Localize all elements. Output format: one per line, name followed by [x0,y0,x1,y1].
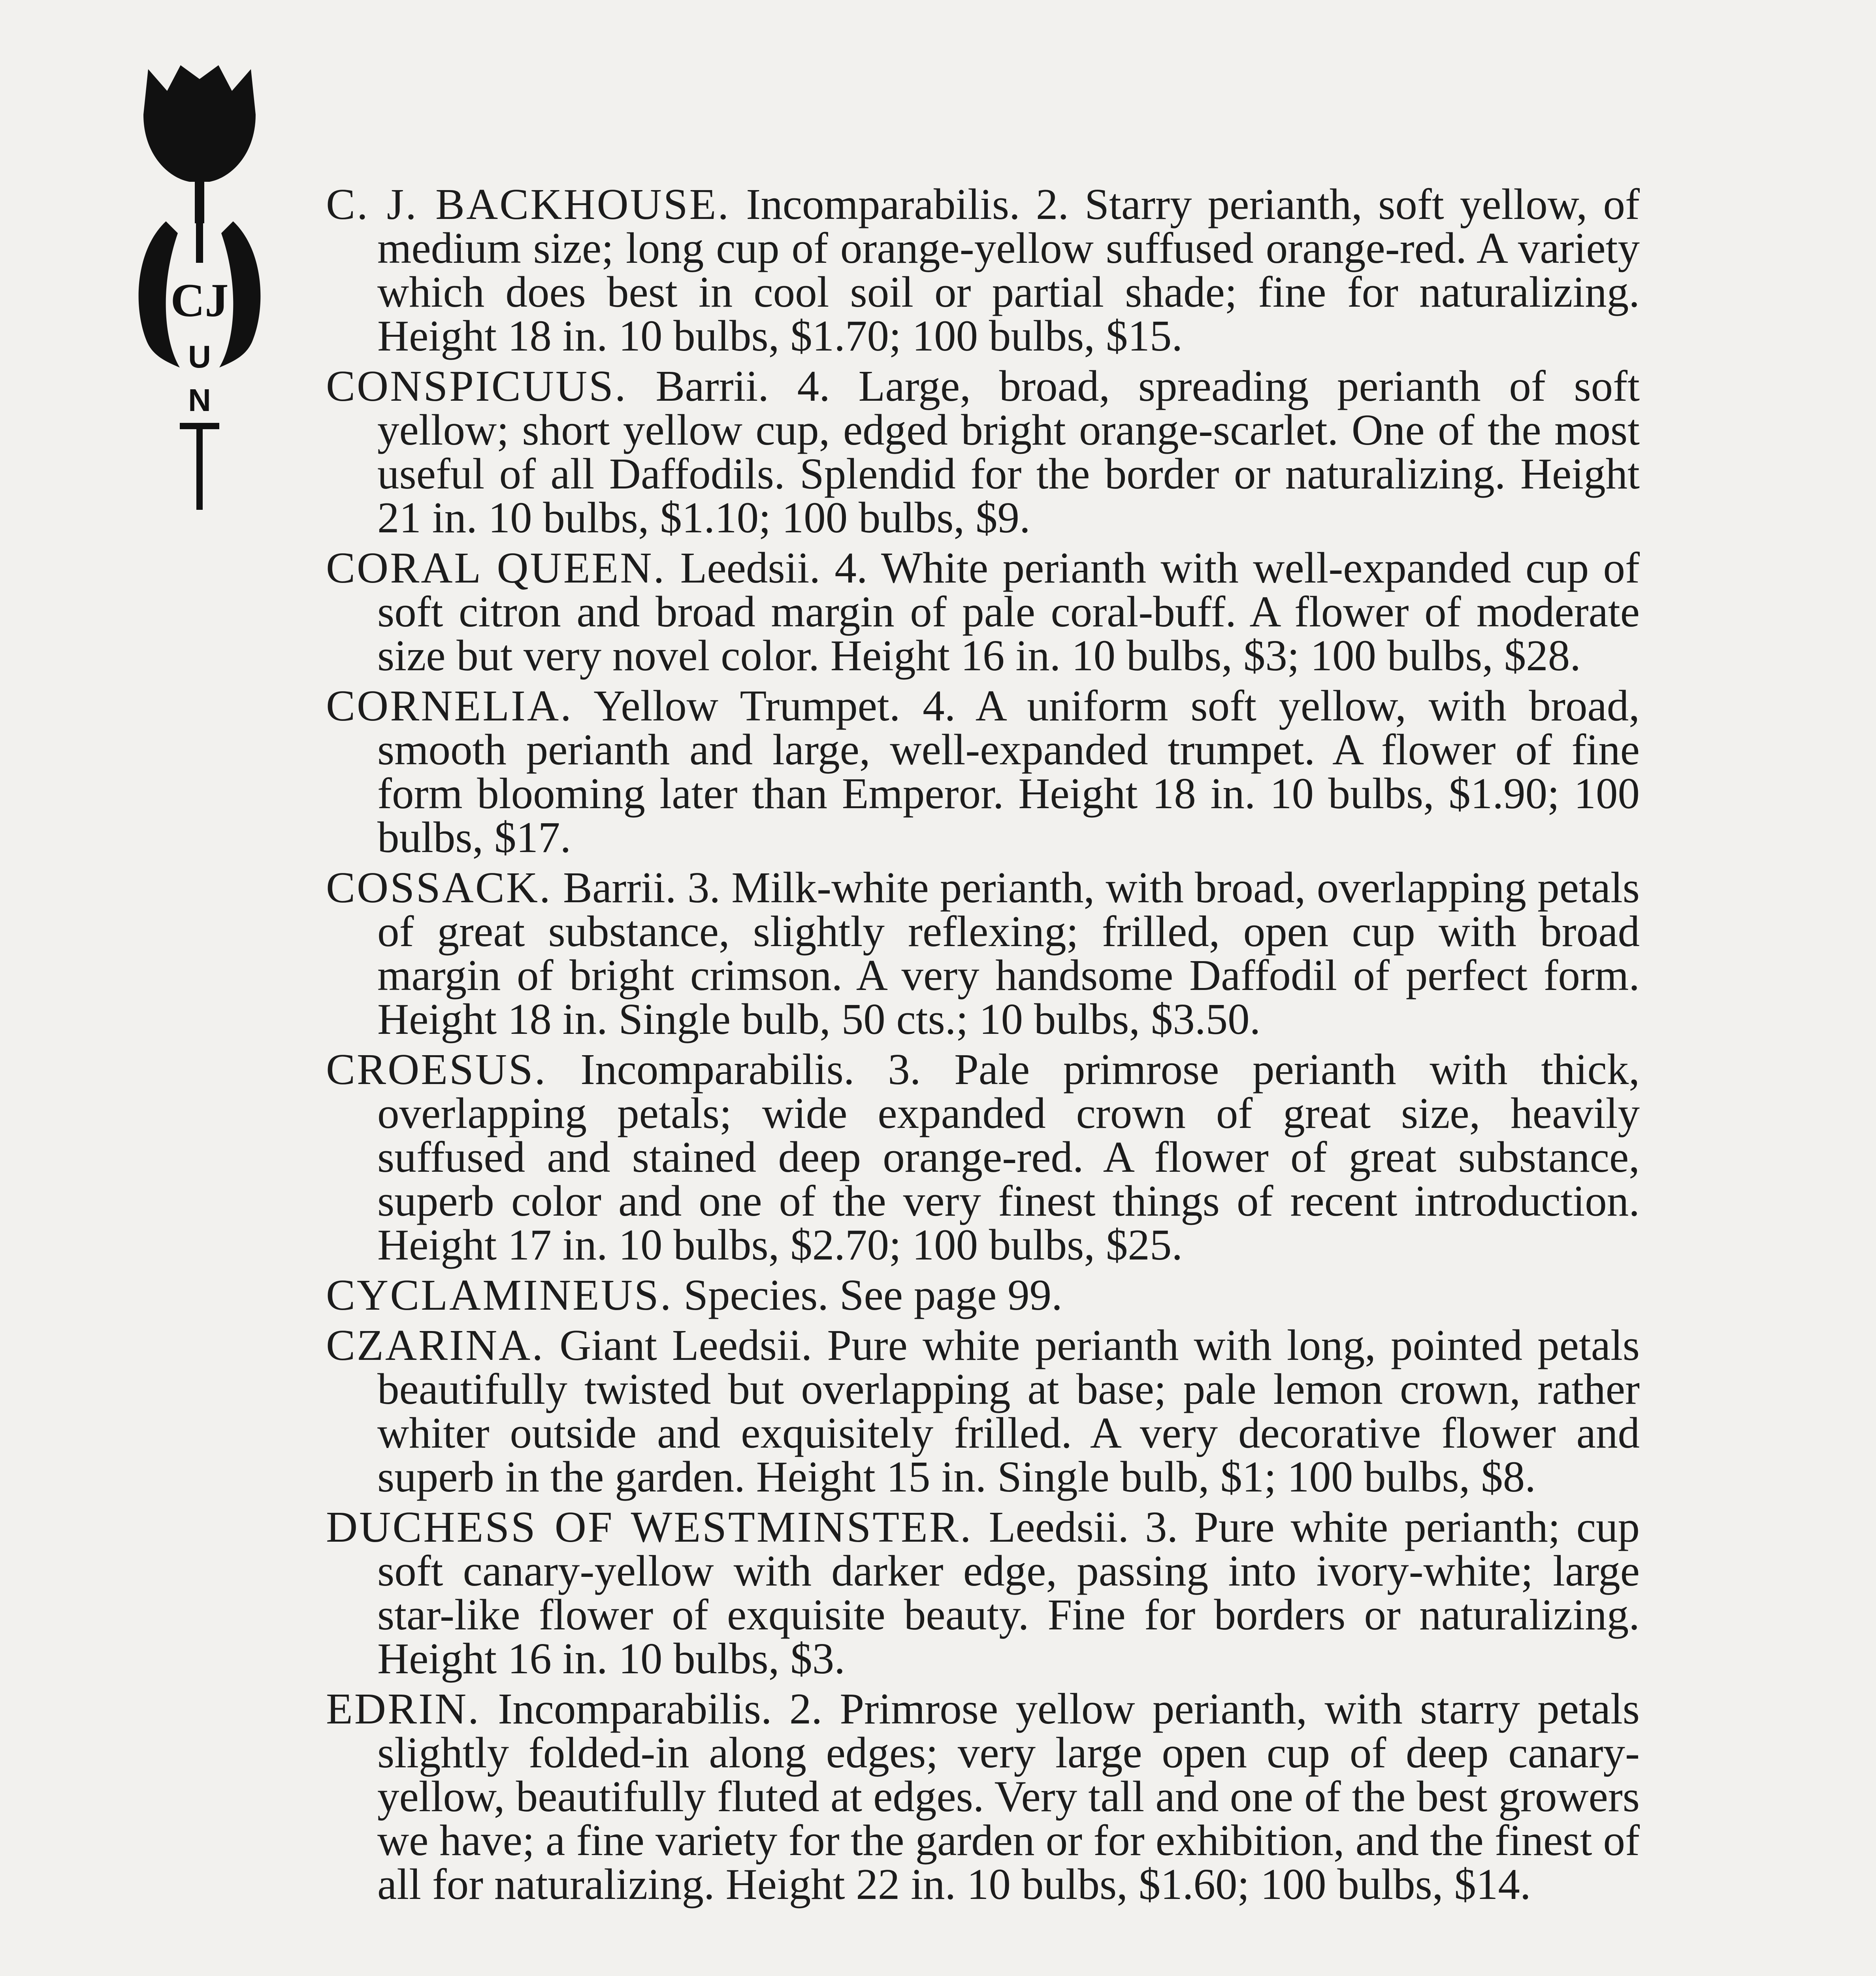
catalog-entry [326,1685,1640,1909]
variety-description: Leedsii. 3. Pure white perianth; cup soft canary-yellow with darker edge, passing into ivory-white; large star-like flower of exquisite beauty. Fine for borders or naturalizing. Height 16 in. 10 bulbs, $3. [377,1503,1640,1683]
catalog-entry [326,180,1640,360]
variety-description: Species. See page 99. [684,1271,1062,1320]
variety-name: CZARINA. [326,1321,545,1370]
variety-name: COSSACK. [326,864,552,912]
variety-description: Barrii. 4. Large, broad, spreading perianth of soft yellow; short yellow cup, edged bright orange-scarlet. One of the most useful of all Daffodils. Splendid for the border or naturalizing. Height 21 in. 10 bulbs, $1.10; 100 bulbs, $9. [377,362,1640,542]
variety-description: Leedsii. 4. White perianth with well-expanded cup of soft citron and broad margin of pale coral-buff. A flower of moderate size but very novel color. Height 16 in. 10 bulbs, $3; 100 bulbs, $28. [377,544,1640,680]
variety-description: Giant Leedsii. Pure white perianth with long, pointed petals beautifully twisted but overlapping at base; pale lemon crown, rather whiter outside and exquisitely frilled. A very decorative flower and superb in the garden. Height 15 in. Single bulb, $1; 100 bulbs, $8. [377,1321,1640,1501]
variety-description: Incomparabilis. 3. Pale primrose perianth with thick, overlapping petals; wide expanded crown of great size, heavily suffused and stained deep orange-red. A flower of great substance, superb color and one of the very finest things of recent introduction. Height 17 in. 10 bulbs, $2.70; 100 bulbs, $25. [377,1045,1640,1269]
svg-text:CJ: CJ [170,274,229,326]
catalog-entries [326,180,1640,1913]
catalog-entry [326,864,1640,1044]
tulip-monogram-icon [128,63,271,518]
catalog-entry [326,1505,1640,1681]
catalog-entry [326,546,1640,678]
variety-description: Incomparabilis. 2. Starry perianth, soft yellow, of medium size; long cup of orange-yellow suffused orange-red. A variety which does best in cool soil or partial shade; fine for naturalizing. Height 18 in. 10 bulbs, $1.70; 100 bulbs, $15. [377,180,1640,360]
variety-name: CONSPICUUS. [326,362,627,411]
variety-name: CORNELIA. [326,682,573,730]
variety-name: EDRIN. [326,1685,480,1733]
variety-name: DUCHESS OF WESTMINSTER. [326,1503,973,1552]
variety-description: Incomparabilis. 2. Primrose yellow perianth, with starry petals slightly folded-in along edges; very large open cup of deep canary-yellow, beautifully fluted at edges. Very tall and one of the best growers we have; a fine variety for the garden or for exhibition, and the finest of all for naturalizing. Height 22 in. 10 bulbs, $1.60; 100 bulbs, $14. [377,1685,1640,1909]
variety-name: CORAL QUEEN. [326,544,666,592]
catalog-entry [326,1321,1640,1501]
variety-description: Yellow Trumpet. 4. A uniform soft yellow, with broad, smooth perianth and large, well-expanded trumpet. A flower of fine form blooming later than Emperor. Height 18 in. 10 bulbs, $1.90; 100 bulbs, $17. [377,682,1640,862]
tulip-monogram-logo [128,63,271,518]
catalog-entry [326,1271,1640,1320]
svg-text:U: U [188,339,211,374]
catalog-entry [326,364,1640,540]
svg-text:N: N [188,383,211,418]
catalog-entry [326,1045,1640,1269]
variety-description: Barrii. 3. Milk-white perianth, with broad, overlapping petals of great substance, slightly reflexing; frilled, open cup with broad margin of bright crimson. A very handsome Daffodil of perfect form. Height 18 in. Single bulb, 50 cts.; 10 bulbs, $3.50. [377,864,1640,1044]
variety-name: CYCLAMINEUS. [326,1271,673,1320]
variety-name: C. J. BACKHOUSE. [326,180,731,229]
variety-name: CROESUS. [326,1045,547,1094]
catalog-entry [326,684,1640,860]
